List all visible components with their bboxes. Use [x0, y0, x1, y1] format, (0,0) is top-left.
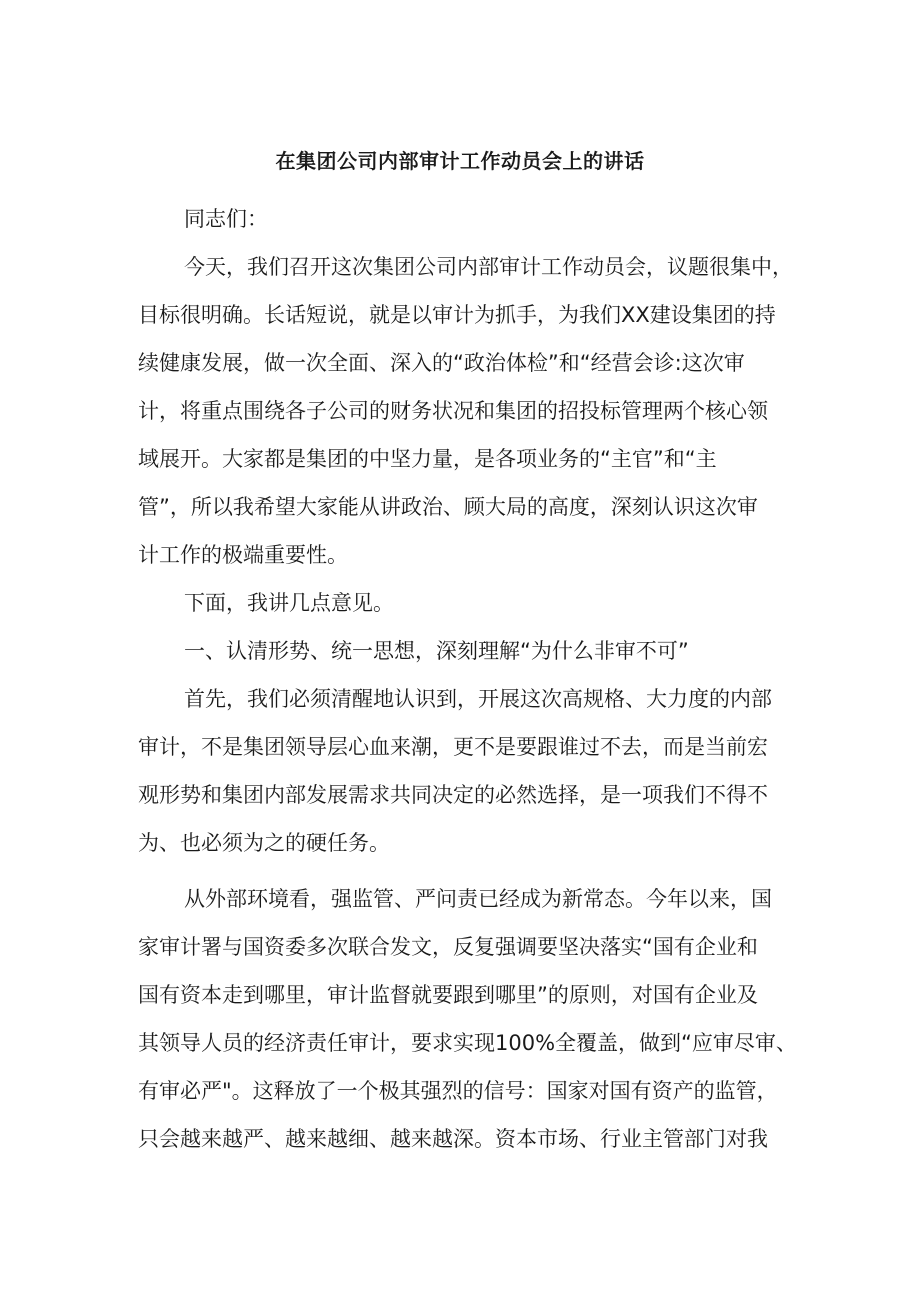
paragraph-line: 目标很明确。长话短说，就是以审计为抓手，为我们XX建设集团的持: [138, 303, 776, 327]
paragraph-line: 计，将重点围绕各子公司的财务状况和集团的招投标管理两个核心领: [138, 399, 768, 423]
paragraph-line: 家审计署与国资委多次联合发文，反复强调要坚决落实“国有企业和: [138, 935, 758, 959]
paragraph-line: 今天，我们召开这次集团公司内部审计工作动员会，议题很集中，: [184, 255, 793, 279]
section-heading: 一、认清形势、统一思想，深刻理解“为什么非审不可”: [184, 639, 689, 663]
document-body: [138, 195, 798, 1163]
paragraph-line: 国有资本走到哪里，审计监督就要跟到哪里”的原则，对国有企业及: [138, 983, 758, 1007]
paragraph-line: 从外部环境看，强监管、严问责已经成为新常态。今年以来，国: [184, 887, 772, 911]
paragraph-line: 审计，不是集团领导层心血来潮，更不是要跟谁过不去，而是当前宏: [138, 735, 768, 759]
paragraph-line: 管”，所以我希望大家能从讲政治、顾大局的高度，深刻认识这次审: [138, 495, 758, 519]
document-title: 在集团公司内部审计工作动员会上的讲话: [275, 149, 645, 173]
paragraph-line: 首先，我们必须清醒地认识到，开展这次高规格、大力度的内部: [184, 687, 772, 711]
paragraph-line: 只会越来越严、越来越细、越来越深。资本市场、行业主管部门对我: [138, 1127, 768, 1151]
paragraph-line: 有审必严"。这释放了一个极其强烈的信号：国家对国有资产的监管，: [138, 1079, 778, 1103]
paragraph-line: 为、也必须为之的硬任务。: [138, 831, 390, 855]
paragraph-line: 域展开。大家都是集团的中坚力量，是各项业务的“主官”和“主: [138, 447, 717, 471]
salutation-line: 同志们：: [184, 207, 268, 231]
paragraph-line: 计工作的极端重要性。: [138, 543, 348, 567]
paragraph-spacer: [138, 867, 798, 875]
paragraph-line: 续健康发展，做一次全面、深入的“政治体检”和“经营会诊:这次审: [138, 351, 745, 375]
paragraph-line: 其领导人员的经济责任审计，要求实现100%全覆盖，做到“应审尽审、: [138, 1031, 797, 1055]
paragraph-line: 观形势和集团内部发展需求共同决定的必然选择，是一项我们不得不: [138, 783, 768, 807]
paragraph-line: 下面，我讲几点意见。: [184, 591, 394, 615]
